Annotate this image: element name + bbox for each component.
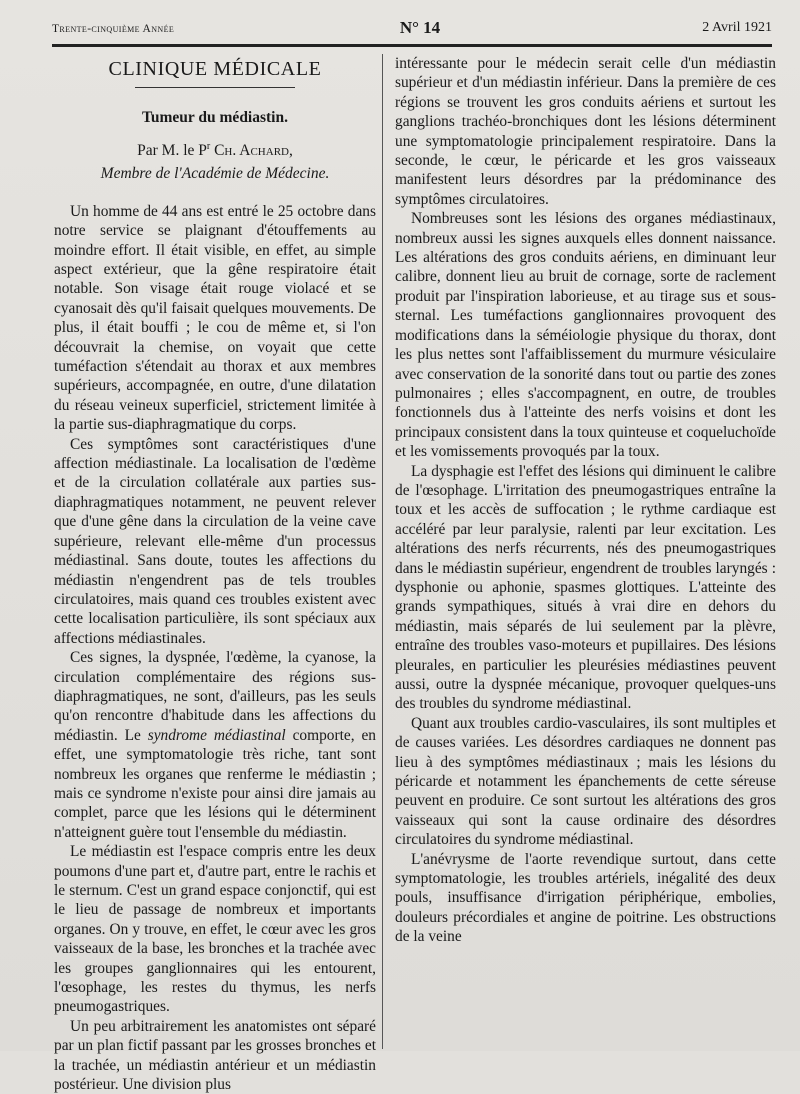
paragraph: L'anévrysme de l'aorte revendique surtout, dans cette symptomatologie, les troubles artériels, inégalité des deux pouls, insuffisance d'irrigation périphérique, embolies, douleurs précordiales et angine de poitrine. Les obstructions de la veine [395,850,776,946]
paragraph [54,648,376,842]
paragraph: Quant aux troubles cardio-vasculaires, ils sont multiples et de causes variées. Les désordres cardiaques ne donnent pas lieu à des symptômes médiastinaux ; mais les lésions du péricarde et notamment les épanchements de cette séreuse peuvent en produire. Ce sont surtout les altérations des gros vaisseaux qui sont la cause ordinaire des désordres circulatoires du syndrome médiastinal. [395,714,776,849]
paragraph: Un homme de 44 ans est entré le 25 octobre dans notre service se plaignant d'étouffements au moindre effort. Il était visible, en effet, au simple aspect extérieur, que la gêne respiratoire était notable. Son visage était rouge violacé et se cyanosait dès qu'il faisait quelques mouvements. De plus, il était bouffi ; le cou de même et, si l'on découvrait la chemise, on voyait que cette tuméfaction s'étendait au thorax et aux membres supérieurs, accompagnée, en outre, d'une dilatation du réseau veineux superficiel, strictement limitée à la partie sus-diaphragmatique du corps. [54,202,376,434]
author-name: Ch. Achard, [214,141,293,159]
paragraph: intéressante pour le médecin serait celle d'un médiastin supérieur et d'un médiastin inférieur. Dans la première de ces régions se trouvent les gros conduits aériens et surtout les ganglions trachéo-bronchiques dont les lésions déterminent une symptomatologie principalement respiratoire. Dans la seconde, le cœur, le péricarde et les gros vaisseaux manifestent leurs désordres par la prédominance des symptômes circulatoires. [395,55,776,208]
section-title: CLINIQUE MÉDICALE [108,58,322,80]
author-prefix: Par M. le P [137,141,207,159]
article-title: Tumeur du médiastin. [141,109,288,127]
column-divider [382,54,383,1049]
left-column [54,54,376,1094]
author-affiliation: Membre de l'Académie de Médecine. [100,165,330,183]
paragraph: La dysphagie est l'effet des lésions qui diminuent le calibre de l'œsophage. L'irritation des pneumogastriques entraîne la toux et les accès de suffocation ; le rythme cardiaque est accéléré par leur paralysie, ralenti par leur excitation. Les altérations des nerfs récurrents, nés des pneumogastriques dans le médiastin supérieur, engendrent de troubles laryngés : dysphonie ou aphonie, spasmes glottiques. L'atteinte des grands sympathiques, situés à vrai dire en dehors du médiastin, mais séparés de lui seulement par la plèvre, entraîne des troubles vaso-moteurs et pupillaires. Des lésions pleurales, en particulier les pleurésies médiastines peuvent aussi, outre la dyspnée mécanique, provoquer quelques-uns des troubles du syndrome médiastinal. [395,462,776,713]
author-title-sup: r [206,140,211,152]
paragraph: Le médiastin est l'espace compris entre les deux poumons d'une part et, d'autre part, entre le rachis et le sternum. C'est un grand espace conjonctif, qui est le lieu de passage de nombreux et importants organes. On y trouve, en effet, le cœur avec les gros vaisseaux de la base, les bronches et la trachée avec les groupes ganglionnaires qui les entourent, l'œsophage, les restes du thymus, les nerfs pneumogastriques. [54,843,376,1016]
paragraph: Ces symptômes sont caractéristiques d'une affection médiastinale. La localisation de l'œdème et de la circulation collatérale aux parties sus-diaphragmatiques notamment, ne peuvent relever que d'une gêne dans la circulation de la veine cave supérieure, relevant elle-même d'un processus médiastinal. Sans doute, toutes les affections du médiastin n'engendrent pas de tels troubles circulatoires, mais quand ces troubles existent avec cette localisation particulière, ils sont spéciaux aux affections médiastinales. [54,435,376,647]
header-rule [52,44,772,47]
volume-year: Trente-cinquième Année [52,23,175,35]
right-column [395,54,776,947]
paragraph: Un peu arbitrairement les anatomistes ont séparé par un plan fictif passant par les grosses bronches et la trachée, un médiastin antérieur et un médiastin postérieur. Une division plus [54,1017,376,1094]
emphasis-term: syndrome médiastinal [147,726,286,744]
paragraph-text: Ces signes, la dyspnée, l'œdème, la cyanose, la circulation complémentaire des régions sus-diaphragmatiques, ne sont, d'ailleurs, pas les seuls qu'on rencontre d'habitude dans les affections du médiastin. Le [54,649,376,744]
paragraph: Nombreuses sont les lésions des organes médiastinaux, nombreux aussi les signes auxquels elles donnent naissance. Les altérations des gros conduits aériens, en diminuant leur calibre, donnent lieu au bruit de cornage, sorte de raclement produit par l'inspiration laborieuse, et au tirage sus et sous-sternal. Les tuméfactions ganglionnaires provoquent des modifications dans la séméiologie physique du thorax, dont les plus nettes sont l'affaiblissement du murmure vésiculaire avec conservation de la sonorité dans tout ou partie des zones pulmonaires ; elles s'accompagnent, en outre, de troubles fonctionnels dus à l'atteinte des nerfs voisins et dont les principaux consistent dans la toux quinteuse et coqueluchoïde et les vomissements provoqués par la toux. [395,210,776,461]
paragraph-text: comporte, en effet, une symptomatologie très riche, tant sont nombreux les organes que renferme le médiastin ; mais ce syndrome n'existe pour ainsi dire jamais au complet, parce que les lésions qui le déterminent n'atteignent guère tout l'ensemble du médiastin. [54,726,376,841]
page-header [52,18,772,40]
issue-number: N° 14 [399,18,441,37]
title-rule [135,87,295,88]
author-line [54,137,376,161]
issue-date: 2 Avril 1921 [702,20,772,35]
